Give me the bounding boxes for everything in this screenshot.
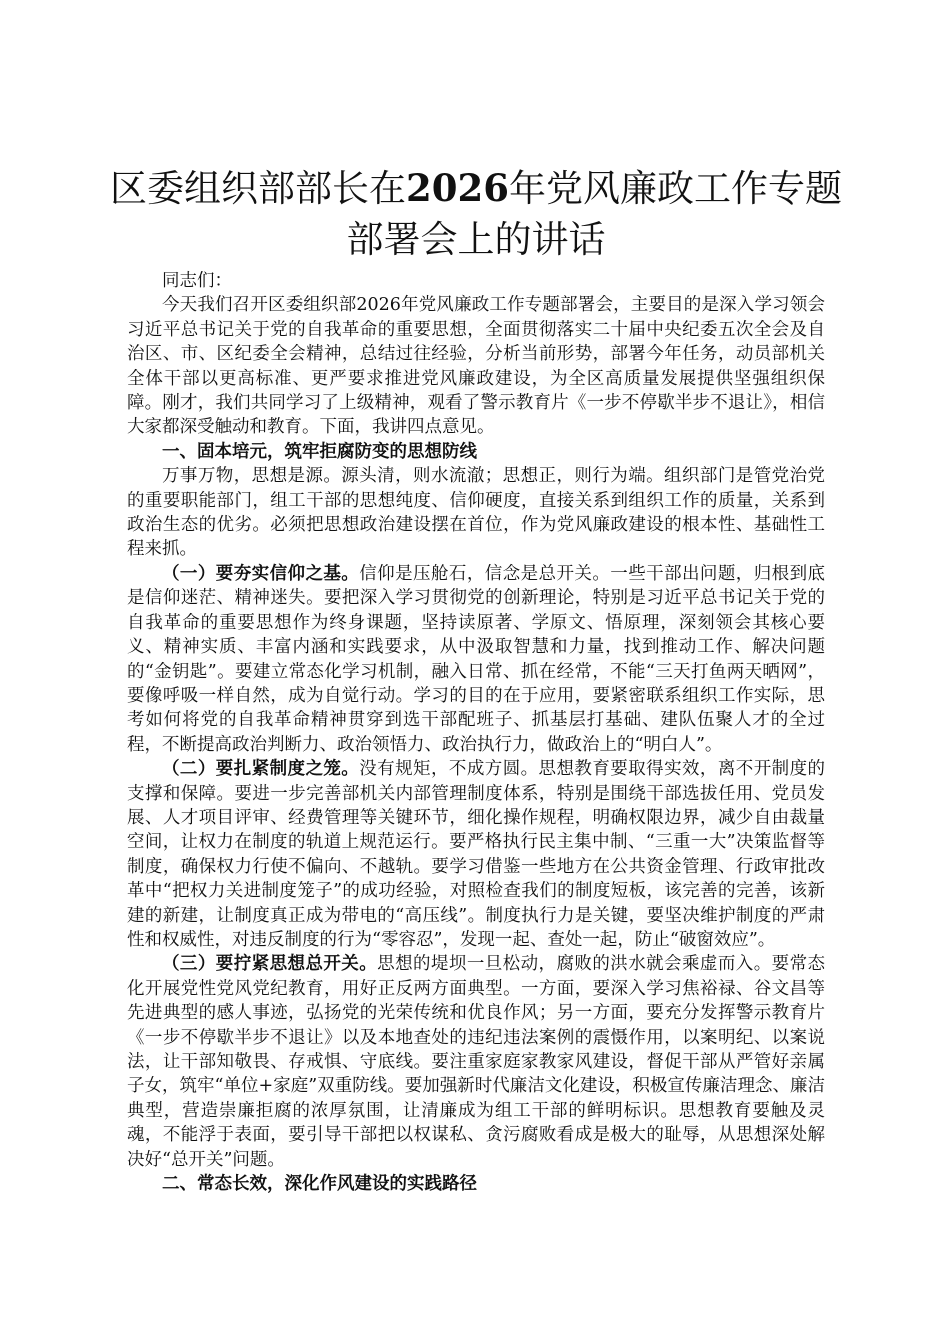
title-part-2: 年党风廉政工作专题部署会上的讲话 [346, 167, 842, 261]
item-text: 没有规矩，不成方圆。思想教育要取得实效，离不开制度的支撑和保障。要进一步完善部机关内部管理制度体系，特别是围绕干部选拔任用、党员发展、人才项目评审、经费管理等关键环节，细化操作规程，明确权限边界，减少自由裁量空间，让权力在制度的轨道上规范运行。要严格执行民主集中制、“三重一大”决策监督等制度，确保权力行使不偏向、不越轨。要学习借鉴一些地方在公共资金管理、行政审批改革中“把权力关进制度笼子”的成功经验，对照检查我们的制度短板，该完善的完善，该新建的新建，让制度真正成为带电的“高压线”。制度执行力是关键，要坚决维护制度的严肃性和权威性，对违反制度的行为“零容忍”，发现一起、查处一起，防止“破窗效应”。 [127, 759, 826, 950]
section-1-lead-paragraph: 万事万物，思想是源。源头清，则水流澈；思想正，则行为端。组织部门是管党治党的重要职能部门，组工干部的思想纯度、信仰硬度，直接关系到组织工作的质量，关系到政治生态的优劣。必须把思想政治建设摆在首位，作为党风廉政建设的根本性、基础性工程来抓。 [127, 466, 825, 560]
item-heading: （三）要拧紧思想总开关。 [162, 954, 378, 975]
section-1-heading: 一、固本培元，筑牢拒腐防变的思想防线 [162, 441, 477, 462]
section-1-item-2 [127, 757, 825, 952]
salutation: 同志们： [162, 271, 232, 291]
title-year: 2026 [406, 166, 509, 210]
section-1-item-1 [127, 562, 825, 757]
item-heading: （一）要夯实信仰之基。 [162, 563, 360, 584]
document-title [107, 163, 845, 265]
section-1-item-3 [127, 952, 825, 1172]
item-heading: （二）要扎紧制度之笼。 [162, 759, 360, 780]
item-text: 思想的堤坝一旦松动，腐败的洪水就会乘虚而入。要常态化开展党性党风党纪教育，用好正反两方面典型。一方面，要深入学习焦裕禄、谷文昌等先进典型的感人事迹，弘扬党的光荣传统和优良作风；另一方面，要充分发挥警示教育片《一步不停歇半步不退让》以及本地查处的违纪违法案例的震慑作用，以案明纪、以案说法，让干部知敬畏、存戒惧、守底线。要注重家庭家教家风建设，督促干部从严管好亲属子女，筑牢“单位+家庭”双重防线。要加强新时代廉洁文化建设，积极宣传廉洁理念、廉洁典型，营造崇廉拒腐的浓厚氛围，让清廉成为组工干部的鲜明标识。思想教育要触及灵魂，不能浮于表面，要引导干部把以权谋私、贪污腐败看成是极大的耻辱，从思想深处解决好“总开关”问题。 [127, 954, 826, 1170]
document-page [110, 163, 842, 1196]
item-text: 信仰是压舱石，信念是总开关。一些干部出问题，归根到底是信仰迷茫、精神迷失。要把深入学习贯彻党的创新理论，特别是习近平总书记关于党的自我革命的重要思想作为终身课题，坚持读原著、学原文、悟原理，深刻领会其核心要义、精神实质、丰富内涵和实践要求，从中汲取智慧和力量，找到推动工作、解决问题的“金钥匙”。要建立常态化学习机制，融入日常、抓在经常，不能“三天打鱼两天晒网”，要像呼吸一样自然，成为自觉行动。学习的目的在于应用，要紧密联系组织工作实际，思考如何将党的自我革命精神贯穿到选干部配班子、抓基层打基础、建队伍聚人才的全过程，不断提高政治判断力、政治领悟力、政治执行力，做政治上的“明白人”。 [127, 563, 826, 755]
intro-paragraph: 今天我们召开区委组织部2026年党风廉政工作专题部署会，主要目的是深入学习领会习近平总书记关于党的自我革命的重要思想，全面贯彻落实二十届中央纪委五次全会及自治区、市、区纪委全会精神，总结过往经验，分析当前形势，部署今年任务，动员部机关全体干部以更高标准、更严要求推进党风廉政建设，为全区高质量发展提供坚强组织保障。刚才，我们共同学习了上级精神，观看了警示教育片《一步不停歇半步不退让》，相信大家都深受触动和教育。下面，我讲四点意见。 [127, 295, 825, 438]
title-part-1: 区委组织部部长在 [110, 167, 406, 210]
section-2-heading: 二、常态长效，深化作风建设的实践路径 [162, 1174, 477, 1195]
